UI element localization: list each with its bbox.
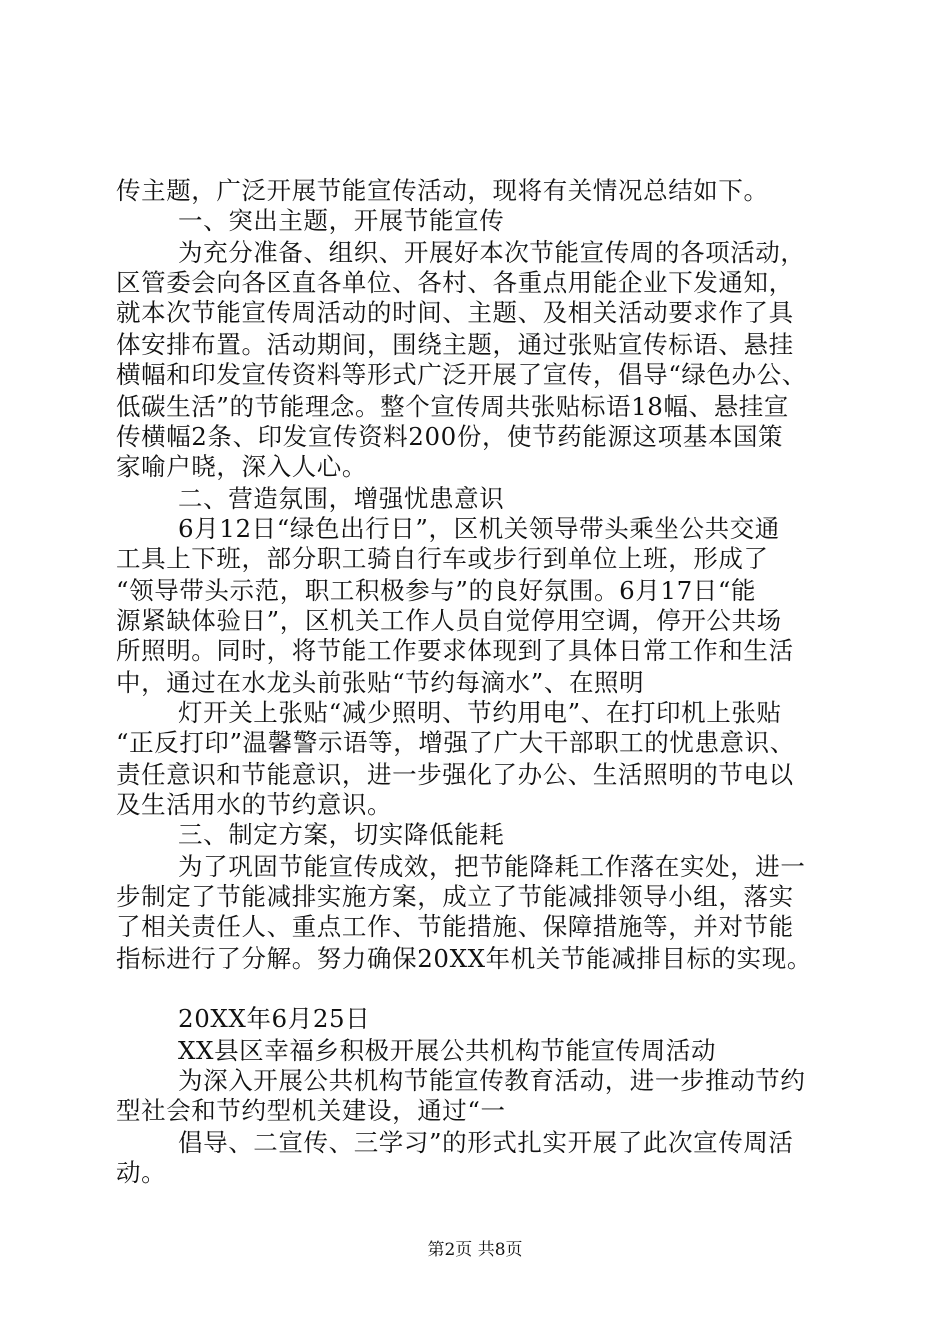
text-line-10: 家喻户晓，深入人心。 (116, 452, 367, 481)
text-line-4: 区管委会向各区直各单位、各村、各重点用能企业下发通知， (116, 268, 794, 297)
text-line-24: 步制定了节能减排实施方案，成立了节能减排领导小组，落实 (116, 882, 794, 911)
text-line-25: 了相关责任人、重点工作、节能措施、保障措施等，并对节能 (116, 912, 794, 941)
text-line-18: 灯开关上张贴“减少照明、节约用电”、在打印机上张贴 (178, 698, 782, 727)
text-line-17: 中，通过在水龙头前张贴“节约每滴水”、在照明 (116, 668, 645, 697)
text-line-26: 指标进行了分解。努力确保20XX年机关节能减排目标的实现。 (116, 944, 812, 973)
text-line-32: 动。 (116, 1158, 167, 1187)
text-line-6: 体安排布置。活动期间，围绕主题，通过张贴宣传标语、悬挂 (116, 330, 794, 359)
text-line-5: 就本次节能宣传周活动的时间、主题、及相关活动要求作了具 (116, 298, 794, 327)
page-footer: 第2页 共8页 (427, 1240, 523, 1260)
text-line-20: 责任意识和节能意识，进一步强化了办公、生活照明的节电以 (116, 760, 794, 789)
date-line: 20XX年6月25日 (178, 1004, 371, 1033)
text-line-14: “领导带头示范，职工积极参与”的良好氛围。6月17日“能 (116, 576, 757, 605)
text-line-16: 所照明。同时，将节能工作要求体现到了具体日常工作和生活 (116, 636, 794, 665)
text-line-29: 为深入开展公共机构节能宣传教育活动，进一步推动节约 (178, 1066, 806, 1095)
text-line-12: 6月12日“绿色出行日”，区机关领导带头乘坐公共交通 (178, 514, 780, 543)
text-line-9: 传横幅2条、印发宣传资料200份，使节药能源这项基本国策 (116, 422, 784, 451)
text-line-31: 倡导、二宣传、三学习”的形式扎实开展了此次宣传周活 (178, 1128, 794, 1157)
text-line-30: 型社会和节约型机关建设，通过“一 (116, 1096, 506, 1125)
text-line-7: 横幅和印发宣传资料等形式广泛开展了宣传，倡导“绿色办公、 (116, 360, 807, 389)
section-heading-2: 二、营造氛围，增强忧患意识 (178, 484, 505, 513)
article-title: XX县区幸福乡积极开展公共机构节能宣传周活动 (178, 1036, 717, 1065)
text-line-3: 为充分准备、组织、开展好本次节能宣传周的各项活动， (178, 238, 806, 267)
section-heading-1: 一、突出主题，开展节能宣传 (178, 206, 505, 235)
text-line-1: 传主题，广泛开展节能宣传活动，现将有关情况总结如下。 (116, 176, 769, 205)
section-heading-3: 三、制定方案，切实降低能耗 (178, 820, 505, 849)
text-line-23: 为了巩固节能宣传成效，把节能降耗工作落在实处，进一 (178, 852, 806, 881)
text-line-15: 源紧缺体验日”，区机关工作人员自觉停用空调，停开公共场 (116, 606, 782, 635)
text-line-13: 工具上下班，部分职工骑自行车或步行到单位上班，形成了 (116, 544, 769, 573)
text-line-8: 低碳生活”的节能理念。整个宣传周共张贴标语18幅、悬挂宣 (116, 392, 789, 421)
text-line-21: 及生活用水的节约意识。 (116, 790, 393, 819)
text-line-19: “正反打印”温馨警示语等，增强了广大干部职工的忧患意识、 (116, 728, 795, 757)
